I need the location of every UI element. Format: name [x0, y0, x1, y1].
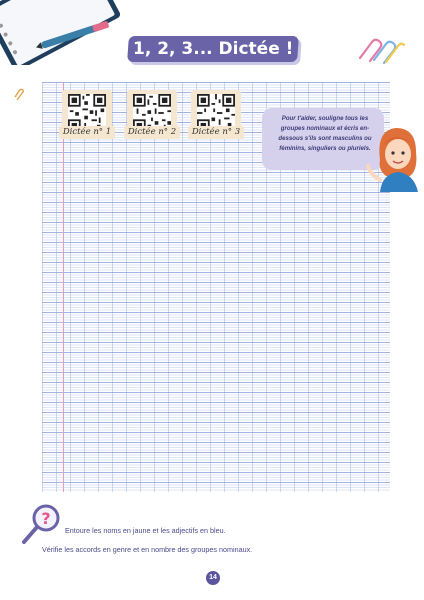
- instruction-2: Vérifie les accords en genre et en nombre des groupes nominaux.: [42, 545, 253, 554]
- character-illustration: [366, 120, 424, 192]
- svg-text:?: ?: [41, 509, 51, 528]
- page-title: 1, 2, 3... Dictée !: [132, 39, 294, 59]
- page-title-banner: [127, 36, 299, 62]
- pen-icon: [34, 14, 124, 54]
- dictation-label-2: Dictée n° 2: [124, 126, 180, 139]
- paperclip-icon: [356, 36, 406, 66]
- dictation-label-3: Dictée n° 3: [188, 126, 244, 139]
- speech-bubble-text: Pour t'aider, souligne tous les groupes nominaux et écris en-dessous s'ils sont masculins ou féminins, singuliers ou pluriels.: [278, 115, 372, 152]
- instruction-1: Entoure les noms en jaune et les adjectifs en bleu.: [65, 526, 226, 535]
- magnifier-icon: [20, 502, 62, 546]
- page-number: 14: [206, 571, 220, 585]
- paperclip-icon: [14, 88, 26, 102]
- dictation-label-1: Dictée n° 1: [59, 126, 115, 139]
